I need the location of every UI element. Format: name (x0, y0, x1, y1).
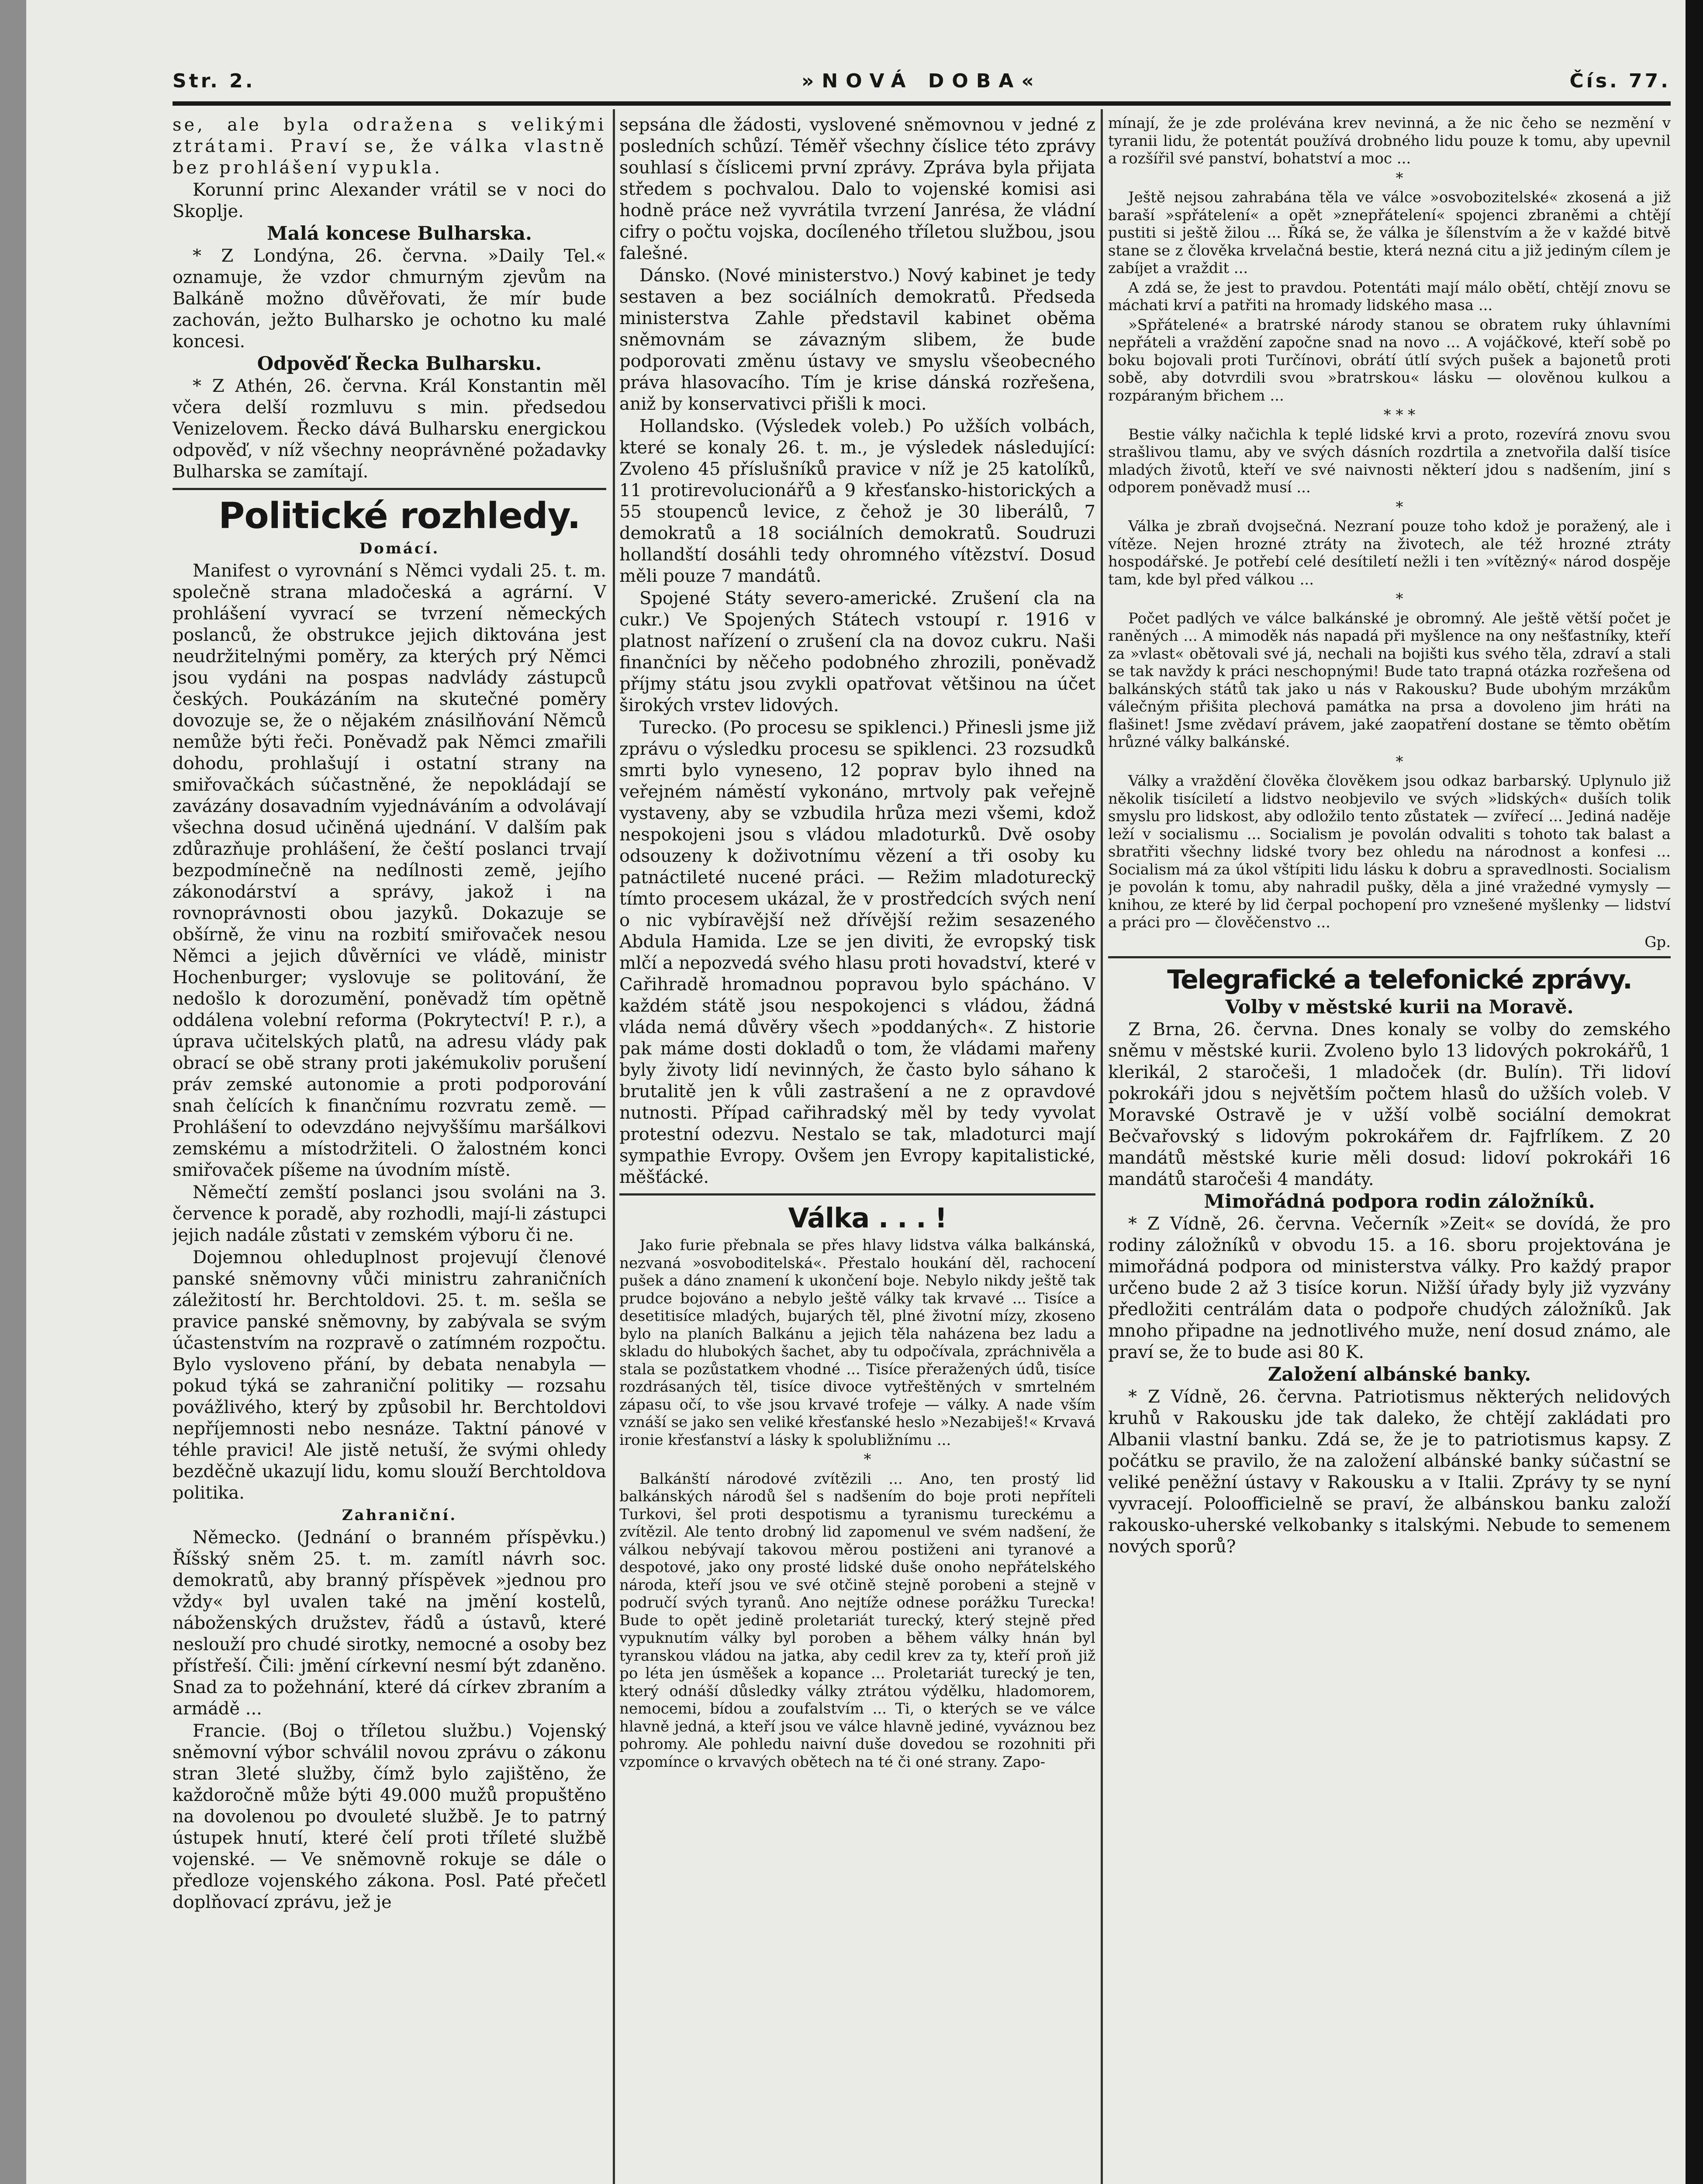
article-text: Německo. (Jednání o branném příspěvku.) Říšský sněm 25. t. m. zamítl návrh soc. demokratů, aby branný příspěvek »jednou pro vždy« byl uvalen také na jmění kostelů, náboženských družstev, řádů a ústavů, které neslouží pro chudé sirotky, nemocné a osoby bez přístřeší. Čili: jmění církevní nesmí být zdaněno. Snad za to požehnání, které dá církev zbraním a armádě ... (173, 1527, 606, 1719)
separator-star: * (1396, 498, 1403, 516)
separator-star: * (864, 1451, 871, 1468)
article-text: Spojené Státy severo-americké. Zrušení cla na cukr.) Ve Spojených Státech vstoupí r. 1916 v platnost nařízení o zrušení cla na dovoz cukru. Naši finančníci by něčeho podobného zhrozili, poněvadž příjmy státu jsou zvykli opatřovat většinou na účet širokých vrstev lidových. (619, 588, 1095, 715)
essay-text: Bestie války načichla k teplé lidské krvi a proto, rozevírá znovu svou strašlivou tlamu, aby ve svých dásních rozdrtila a znetvořila další tisíce mladých životů, kteří ve své naivnosti některí jdou s nadšením, jiní s odporem poněvadž musí ... (1108, 425, 1671, 496)
article-text: * Z Athén, 26. června. Král Konstantin měl včera delší rozmluvu s min. předsedou Venizelovem. Řecko dává Bulharsku energickou odpověď, v níž všechny neoprávněné požadavky Bulharska se zamítají. (173, 376, 606, 482)
article-text: Dánsko. (Nové ministerstvo.) Nový kabinet je tedy sestaven a bez sociálních demokratů. Předseda ministerstva Zahle představil kabinet oběma sněmovnám se závazným slibem, že bude podporovati změnu ústavy ve smyslu všeobecného práva hlasovacího. Tím je krise dánská rozřešena, aniž by konservativci přišli k moci. (619, 266, 1095, 414)
section-rule (173, 488, 606, 490)
author-signature: Gp. (1644, 933, 1671, 951)
column-2 (619, 114, 1095, 2184)
article-text: se, ale byla odražena s velikými ztrátami. Praví se, že válka vlastně bez prohlášení vypukla. (173, 115, 606, 178)
essay-text: A zdá se, že jest to pravdou. Potentáti mají málo obětí, chtějí znovu se máchati krví a patřiti na hromady lidského masa ... (1108, 279, 1671, 314)
section-heading: Telegrafické a telefonické zprávy. (1167, 964, 1632, 995)
separator-star: * (1396, 590, 1403, 608)
article-text: Manifest o vyrovnání s Němci vydali 25. t. m. společně strana mladočeská a agrární. V prohlášení vyvrací se tvrzení německých poslanců, že obstrukce jejich diktována jest neudržitelnými poměry, za kterých prý Němci jsou vydáni na pospas nadvlády zástupců českých. Poukázáním na skutečné poměry dovozuje se, že o nějakém znásilňování Němců nemůže býti řeči. Poněvadž pak Němci zmařili dohodu, prohlašují i ostatní strany na smiřovačkách súčastněné, že nepokládají se zavázány dosavadním vyjednáváním a odvolávají všechna dosud učiněná ujednání. V dalším pak zdůrazňuje prohlášení, že čeští poslanci trvají bezpodmínečně na nedílnosti země, jejího zákonodárství a správy, jakož i na rovnoprávnosti obou jazyků. Dokazuje se obšírně, že vinu na rozbití smiřovaček nesou Němci a jejich důvěrníci ve vládě, ministr Hochenburger; vyslovuje se politování, že nedošlo k dorozumění, poněvadž tím opětně oddálena volební reforma (Pokrytectví! P. r.), a úprava učitelských platů, na adresu vlády pak obrací se obě strany proti jakémukoliv porušení práv zemské autonomie a proti podporování snah čelících k finančnímu rozvratu země. — Prohlášení to odevzdáno nejvyššímu maršálkovi zemskému a místodržiteli. O žalostném konci smiřovaček píšeme na úvodním místě. (173, 561, 606, 1180)
article-text: * Z Vídně, 26. června. Večerník »Zeit« se dovídá, že pro rodiny záložníků v obvodu 15. a 16. sboru projektována je mimořádná podpora od ministerstva války. Pro každý prapor určeno bude 2 až 3 tisíce korun. Nižší úřady byly již vyzvány předložiti centrálám data o podpoře chudých záložníků. Jak mnoho připadne na jednotlivého muže, není dosud známo, ale praví se, že to bude asi 80 K. (1108, 1214, 1671, 1362)
essay-continuation (1108, 114, 1671, 951)
article-heading: Malá koncese Bulharska. (267, 223, 532, 245)
separator-star: * (1396, 753, 1403, 771)
newspaper-title: »NOVÁ DOBA« (801, 70, 1042, 92)
article-heading: Mimořádná podpora rodin záložníků. (1204, 1191, 1595, 1213)
article-heading: Volby v městské kurii na Moravě. (1225, 996, 1574, 1018)
column-divider-1 (613, 109, 615, 2184)
essay-text: Počet padlých ve válce balkánské je obromný. Ale ještě větší počet je raněných ... A mimoděk nás napadá při myšlence na ony nešťastníky, kteří za »vlast« obětovali své já, nechali na bojišti kus svého těla, zdraví a stali se tak navždy k práci neschopnými! Bude tato trapná otázka rozřešena od balkánských států tak jako u nás v Rakousku? Bude ubohým mrzákům válečným přišita plechová památka na prsa a dovoleno jim hráti na flašinet! Jsme zvědaví právem, jaké zaopatření dostane se těmto obětím hrůzné války balkánské. (1108, 609, 1671, 751)
article-text: Hollandsko. (Výsledek voleb.) Po užších volbách, které se konaly 26. t. m., je výsledek následující: Zvoleno 45 příslušníků pravice v níž je 25 katolíků, 11 protirevolucionářů a 9 křesťansko-historických a 55 stoupenců levice, z čehož je 30 liberálů, 7 demokratů a 18 sociálních demokratů. Soudruzi hollandští dosáhli tedy ohromného vítězství. Dosud měli pouze 7 mandátů. (619, 416, 1095, 586)
article-text: Z Brna, 26. června. Dnes konaly se volby do zemského sněmu v městské kurii. Zvoleno bylo 13 lidových pokrokářů, 1 klerikál, 2 staročeši, 1 mladoček (dr. Bulín). Tři lidoví pokrokáři jdou s největším počtem hlasů do užších voleb. V Moravské Ostravě je v užší volbě sociální demokrat Bečvařovský s lidovým pokrokářem dr. Fajfrlíkem. Z 20 mandátů městské kurie měli dosud: lidoví pokrokáři 16 mandátů staročeši 4 mandáty. (1108, 1019, 1671, 1189)
column-divider-2 (1101, 109, 1103, 2184)
article-text: Korunní princ Alexander vrátil se v noci do Skoplje. (173, 180, 606, 221)
article-heading: Založení albánské banky. (1268, 1364, 1531, 1386)
essay-text: Balkánští národové zvítězili ... Ano, ten prostý lid balkánských národů šel s nadšením do boje proti nepříteli Turkovi, šel proti despotismu a tyranismu tureckému a zvítězil. Ale tento drobný lid zapomenul ve svém nadšení, že válkou nebývají takovou měrou postiženi ani tyranové a despotové, jako ony prosté lidské duše onoho nepřátelského národa, kteří jsou ve své otčině stejně porobeni a stejně v područí svých tyranů. Ano nejtíže odnese porážku Turecka! Bude to opět jedině proletariát turecký, který stejně před vypuknutím války byl poroben a během války hnán byl tyranskou vládou na jatka, aby cedil krev za ty, kteří proň již po léta jen úsměšek a kopance ... Proletariát turecký je ten, který odnáší důsledky války ztrátou výdělku, hladomorem, nemocemi, bídou a zoufalstvím ... Ti, o kterých se ve válce hlavně jedná, a kteří jsou ve válce hlavně jediné, vyváznou bez pohromy. Ale pohledu naivní duše dovedou se rozohniti při vzpomínce o krvavých obětech na té či oné strany. Zapo- (619, 1470, 1095, 1771)
essay-text: »Spřátelené« a bratrské národy stanou se obratem ruky úhlavními nepřáteli a vraždění započne snad na novo ... A vojáčkové, kteří sobě po boku bojovali proti Turčínovi, obrátí útlí svých pušek a bajonetů proti sobě, aby dotvrdili svou »bratrskou« lásku — olověnou kulkou a rozpáraným břichem ... (1108, 316, 1671, 404)
scan-edge-right (1686, 0, 1703, 2184)
article-text: Němečtí zemští poslanci jsou svoláni na 3. července k poradě, aby rozhodli, mají-li zástupci jejich nadále zůstati v zemském výboru či ne. (173, 1182, 606, 1245)
section-rule (1108, 956, 1671, 958)
essay-text: Ještě nejsou zahrabána těla ve válce »osvobozitelské« zkosená a již baraší »spřátelení« a opět »znepřátelení« spojenci zbraněmi a chtějí pustiti si ještě žilou ... Říká se, že válka je šílenstvím a že v každé bitvě stane se z člověka krvelačná bestie, která nezná citu a již jediným cílem je zabíjet a vraždit ... (1108, 189, 1671, 277)
essay-text: Válka je zbraň dvojsečná. Nezraní pouze toho kdož je poražený, ale i vítěze. Nejen hrozné ztráty na životech, ale též hrozné ztráty hospodářské. Je potřebí celé desítiletí nežli i ten »vítězný« národ dospěje tam, kde byl před válkou ... (1108, 518, 1671, 588)
separator-star: * * * (1383, 406, 1416, 424)
article-heading: Odpověď Řecka Bulharsku. (257, 353, 542, 375)
article-text: Dojemnou ohleduplnost projevují členové panské sněmovny vůči ministru zahraničních záležitostí hr. Berchtoldovi. 25. t. m. sešla se pravice panské sněmovny, by zabývala se svým účastenstvím na rozpravě o zatímném rozpočtu. Bylo vysloveno přání, by debata nenabyla — pokud týká se zahraniční politiky — rozsahu povážlivého, který by způsobil hr. Berchtoldovi nepříjemnosti nebo nesnáze. Taktní pánové v téhle pravici! Ale jistě netuší, že svými ohledy bezděčně ukazují lidu, komu slouží Berchtoldova politika. (173, 1248, 606, 1503)
essay-body (619, 1237, 1095, 1771)
subsection-heading: Zahraniční. (342, 1507, 457, 1524)
essay-text: Jako furie přebnala se přes hlavy lidstva válka balkánská, nezvaná »osvoboditelská«. Přestalo houkání děl, rachocení pušek a dáno znamení k ukončení boje. Nebylo nikdy ještě tak prudce bojováno a nebylo ještě války tak krvavé ... Tisíce a desetitisíce mladých, bujarých těl, plné životní mízy, zkoseno bylo na planích Balkánu a jejich těla naházena bez ladu a skladu do hlubokých šachet, aby tu odpočívala, zpráchnivěla a stala se pozůstatkem vhodné ... Tisíce přeražených údů, tisíce rozdrásaných těl, tisíce divoce vytřeštěných v smrtelném zápasu očí, to vše jsou krvavé trofeje — války. A nade vším vznáší se jako sen veliké křesťanské heslo »Nezabiješ!« Krvavá ironie křesťanství a lásky k spolubližnímu ... (619, 1237, 1095, 1449)
header-rule (173, 101, 1671, 106)
section-heading: Politické rozhledy. (218, 495, 580, 537)
article-text: Turecko. (Po procesu se spiklenci.) Přinesli jsme již zprávu o výsledku procesu se spiklenci. 23 rozsudků smrti bylo vyneseno, 12 poprav bylo ihned na veřejném náměstí vykonáno, mrtvoly pak veřejně vystaveny, aby se vzbudila hrůza mezi všemi, kdož nespokojeni jsou s vládou mladoturků. Dvě osoby odsouzeny k doživotnímu vězení a tři osoby ku patnáctileté nucené práci. — Režim mladotureckÿ tímto procesem ukázal, že v prostředcích svých není o nic vybíravější než dřívější režim sesazeného Abdula Hamida. Lze se jen diviti, že evropský tisk mlčí a nepozvedá svého hlasu proti hovadství, které v Cařihradě hromadnou popravou bylo spácháno. V každém státě jsou nespokojenci s vládou, žádná vláda nemá důvěry všech »poddaných«. Z historie pak máme dosti dokladů o tom, že vládami mařeny byly životy lidí nevinných, že často bylo sáhano k brutalitě jen k vůli zastrašení a ne z opravdové nutnosti. Případ cařihradský měl by tedy vyvolat protestní odezvu. Nestalo se tak, mladoturci mají sympathie Evropy. Ovšem jen Evropy kapitalistické, měšťácké. (619, 718, 1095, 1187)
section-rule (619, 1193, 1095, 1196)
essay-text: Války a vraždění člověka člověkem jsou odkaz barbarský. Uplynulo již několik tisíciletí a lidstvo neobjevilo ve svých »lidských« duších tolik smyslu pro lidskost, aby odložilo tento zůstatek — zvířecí ... Jediná naděje leží v socialismu ... Socialism je povolán odvaliti s tohoto tak balast a sbratřiti všechny lidské tvory bez ohledu na národnost a konfesi ... Socialism má za úkol vštípiti lidu lásku k dobru a spravedlnosti. Socialism je povolán k tomu, aby nahradil pušky, děla a jiné vražedné vymysly — knihou, ze které by lid čerpal pochopení pro vznešené myšlenky — lidství a práci pro — člověčenstvo ... (1108, 772, 1671, 931)
essay-text: mínají, že je zde prolévána krev nevinná, a že nic čeho se nezmění v tyranii lidu, že potentát používá drobného lidu pouze k tomu, aby upevnil a rozšířil své panství, bohatství a moc ... (1108, 114, 1671, 167)
page-number: Str. 2. (173, 70, 256, 92)
article-text: * Z Vídně, 26. června. Patriotismus některých nelidových kruhů v Rakousku jde tak daleko, že chtějí zakládati pro Albanii vlastní banku. Zdá se, že je to patriotismus kapsy. Z počátku se pravilo, že na založení albánské banky súčastní se veliké peněžní ústavy v Rakousku a v Italii. Zprávy ty se nyní vyvracejí. Poloofficielně se praví, že albánskou banku založí rakousko-uherské velkobanky s italskými. Nebude to semenem nových sporů? (1108, 1387, 1671, 1557)
scan-edge-left (0, 0, 26, 2184)
article-text: Francie. (Boj o tříletou službu.) Vojenský sněmovní výbor schválil novou zprávu o zákonu stran 3leté služby, čímž bylo zajištěno, že každoročně může býti 49.000 mužů propuštěno na dovolenou po dvouleté službě. Je to patrný ústupek hnutí, které čelí proti tříleté službě vojenské. — Ve sněmovně rokuje se dále o předloze vojenského zákona. Posl. Paté přečetl doplňovací zprávu, jež je (173, 1721, 606, 1912)
issue-number: Čís. 77. (1569, 70, 1671, 92)
article-text: sepsána dle žádosti, vyslovené sněmovnou v jedné z posledních schůzí. Téměř všechny číslice této zprávy souhlasí s číslicemi první zprávy. Zpráva byla přijata středem s pochvalou. Dalo to vojenské komisi asi hodně práce než vyvrátila tvrzení Janrésa, že vládní cifry o počtu vojska, docíleného tříletou službou, jsou falešné. (619, 115, 1095, 263)
article-text: * Z Londýna, 26. června. »Daily Tel.« oznamuje, že vzdor chmurným zjevům na Balkáně možno důvěřovati, že mír bude zachován, ježto Bulharsko je ochotno ku malé koncesi. (173, 246, 606, 352)
separator-star: * (1396, 169, 1403, 187)
column-3 (1108, 114, 1671, 2184)
subsection-heading: Domácí. (359, 540, 440, 557)
essay-heading: Válka . . . ! (788, 1202, 947, 1234)
masthead (173, 66, 1671, 100)
column-1 (173, 114, 606, 2184)
